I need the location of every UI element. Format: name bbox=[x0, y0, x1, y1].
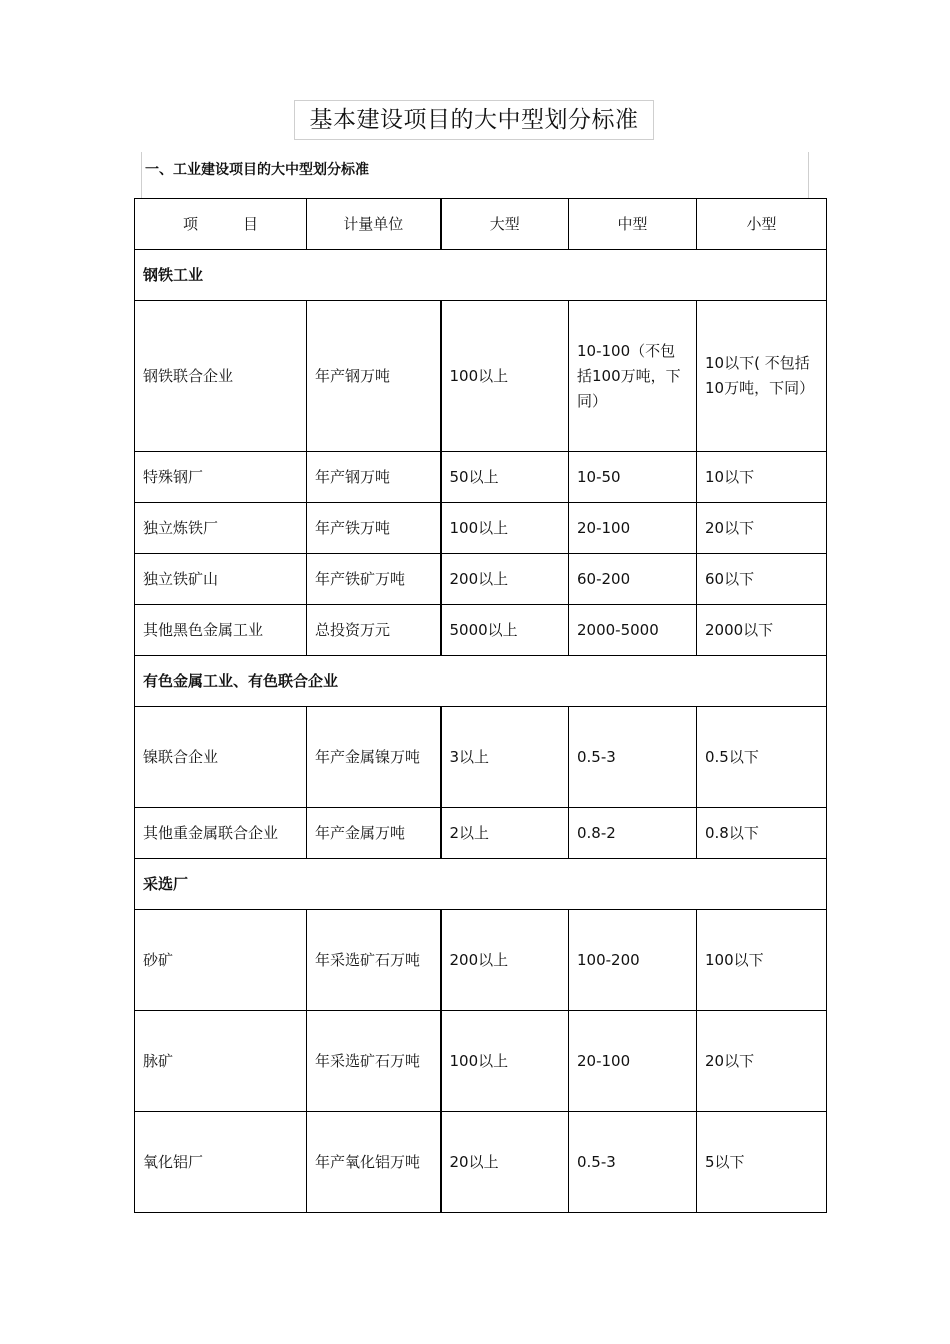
cell-unit: 总投资万元 bbox=[307, 605, 441, 656]
cell-large: 100以上 bbox=[441, 1011, 569, 1112]
cell-small: 5以下 bbox=[697, 1112, 827, 1213]
cell-item: 砂矿 bbox=[135, 910, 307, 1011]
group-label: 有色金属工业、有色联合企业 bbox=[135, 656, 827, 707]
group-label: 采选厂 bbox=[135, 859, 827, 910]
table-row bbox=[135, 707, 827, 808]
classification-table bbox=[134, 198, 827, 1213]
section-heading: 一、工业建设项目的大中型划分标准 bbox=[141, 152, 809, 198]
cell-unit: 年采选矿石万吨 bbox=[307, 910, 441, 1011]
cell-item: 特殊钢厂 bbox=[135, 452, 307, 503]
table-row bbox=[135, 1011, 827, 1112]
cell-item: 其他黑色金属工业 bbox=[135, 605, 307, 656]
cell-medium: 20-100 bbox=[569, 503, 697, 554]
cell-item: 钢铁联合企业 bbox=[135, 301, 307, 452]
cell-medium: 10-100（不包括100万吨，下同） bbox=[569, 301, 697, 452]
cell-unit: 年产金属镍万吨 bbox=[307, 707, 441, 808]
cell-medium: 0.5-3 bbox=[569, 1112, 697, 1213]
cell-large: 200以上 bbox=[441, 554, 569, 605]
group-row bbox=[135, 656, 827, 707]
header-small: 小型 bbox=[697, 199, 827, 250]
cell-small: 100以下 bbox=[697, 910, 827, 1011]
cell-small: 10以下( 不包括10万吨，下同） bbox=[697, 301, 827, 452]
page-title: 基本建设项目的大中型划分标准 bbox=[294, 100, 654, 140]
cell-small: 20以下 bbox=[697, 503, 827, 554]
cell-item: 镍联合企业 bbox=[135, 707, 307, 808]
cell-large: 20以上 bbox=[441, 1112, 569, 1213]
group-row bbox=[135, 859, 827, 910]
group-label: 钢铁工业 bbox=[135, 250, 827, 301]
table-header-row bbox=[135, 199, 827, 250]
cell-medium: 0.5-3 bbox=[569, 707, 697, 808]
cell-unit: 年采选矿石万吨 bbox=[307, 1011, 441, 1112]
cell-item: 其他重金属联合企业 bbox=[135, 808, 307, 859]
cell-item: 独立炼铁厂 bbox=[135, 503, 307, 554]
cell-small: 0.5以下 bbox=[697, 707, 827, 808]
cell-item: 独立铁矿山 bbox=[135, 554, 307, 605]
cell-medium: 2000-5000 bbox=[569, 605, 697, 656]
cell-small: 10以下 bbox=[697, 452, 827, 503]
cell-large: 3以上 bbox=[441, 707, 569, 808]
cell-large: 5000以上 bbox=[441, 605, 569, 656]
table-row bbox=[135, 301, 827, 452]
table-row bbox=[135, 910, 827, 1011]
cell-medium: 20-100 bbox=[569, 1011, 697, 1112]
table-row bbox=[135, 808, 827, 859]
cell-unit: 年产氧化铝万吨 bbox=[307, 1112, 441, 1213]
header-medium: 中型 bbox=[569, 199, 697, 250]
cell-large: 2以上 bbox=[441, 808, 569, 859]
cell-small: 20以下 bbox=[697, 1011, 827, 1112]
cell-medium: 0.8-2 bbox=[569, 808, 697, 859]
group-row bbox=[135, 250, 827, 301]
header-unit: 计量单位 bbox=[307, 199, 441, 250]
cell-medium: 10-50 bbox=[569, 452, 697, 503]
cell-item: 氧化铝厂 bbox=[135, 1112, 307, 1213]
cell-medium: 60-200 bbox=[569, 554, 697, 605]
cell-unit: 年产金属万吨 bbox=[307, 808, 441, 859]
table-row bbox=[135, 605, 827, 656]
cell-unit: 年产钢万吨 bbox=[307, 301, 441, 452]
table-row bbox=[135, 1112, 827, 1213]
table-row bbox=[135, 554, 827, 605]
cell-large: 50以上 bbox=[441, 452, 569, 503]
table-row bbox=[135, 503, 827, 554]
header-large: 大型 bbox=[441, 199, 569, 250]
table-row bbox=[135, 452, 827, 503]
cell-unit: 年产铁万吨 bbox=[307, 503, 441, 554]
cell-unit: 年产铁矿万吨 bbox=[307, 554, 441, 605]
cell-large: 100以上 bbox=[441, 503, 569, 554]
cell-medium: 100-200 bbox=[569, 910, 697, 1011]
cell-item: 脉矿 bbox=[135, 1011, 307, 1112]
cell-large: 200以上 bbox=[441, 910, 569, 1011]
cell-small: 60以下 bbox=[697, 554, 827, 605]
cell-small: 2000以下 bbox=[697, 605, 827, 656]
cell-small: 0.8以下 bbox=[697, 808, 827, 859]
cell-large: 100以上 bbox=[441, 301, 569, 452]
header-item: 项 目 bbox=[135, 199, 307, 250]
cell-unit: 年产钢万吨 bbox=[307, 452, 441, 503]
